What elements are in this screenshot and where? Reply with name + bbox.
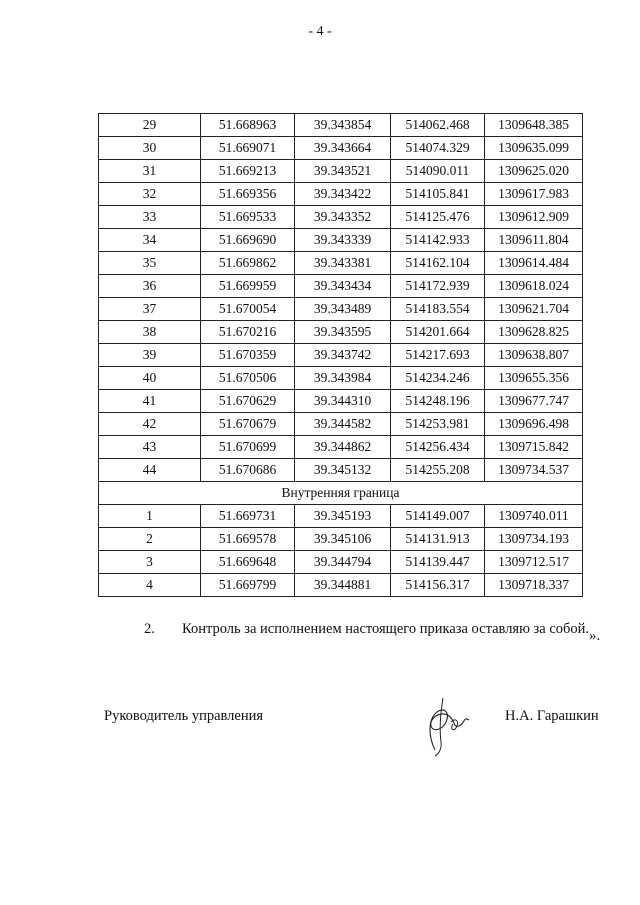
table-row: [99, 252, 583, 275]
coord-y-cell: 1309718.337: [485, 574, 583, 597]
coord-y-cell: 1309628.825: [485, 321, 583, 344]
latitude-cell: 51.670054: [201, 298, 295, 321]
latitude-cell: 51.669578: [201, 528, 295, 551]
table-row: [99, 459, 583, 482]
point-number-cell: 1: [99, 505, 201, 528]
coord-x-cell: 514253.981: [391, 413, 485, 436]
coord-y-cell: 1309614.484: [485, 252, 583, 275]
coord-y-cell: 1309612.909: [485, 206, 583, 229]
latitude-cell: 51.670359: [201, 344, 295, 367]
coord-x-cell: 514105.841: [391, 183, 485, 206]
section-row: [99, 482, 583, 505]
point-number-cell: 2: [99, 528, 201, 551]
coordinates-table: [98, 113, 583, 597]
table-row: [99, 275, 583, 298]
coord-y-cell: 1309648.385: [485, 114, 583, 137]
table-row: [99, 298, 583, 321]
longitude-cell: 39.343339: [295, 229, 391, 252]
clause-text: Контроль за исполнением настоящего приказа оставляю за собой.: [182, 621, 590, 637]
coord-x-cell: 514217.693: [391, 344, 485, 367]
latitude-cell: 51.669213: [201, 160, 295, 183]
latitude-cell: 51.669356: [201, 183, 295, 206]
latitude-cell: 51.669071: [201, 137, 295, 160]
coord-y-cell: 1309625.020: [485, 160, 583, 183]
longitude-cell: 39.343381: [295, 252, 391, 275]
table-row: [99, 367, 583, 390]
table-row: [99, 344, 583, 367]
latitude-cell: 51.669959: [201, 275, 295, 298]
point-number-cell: 31: [99, 160, 201, 183]
latitude-cell: 51.668963: [201, 114, 295, 137]
latitude-cell: 51.669533: [201, 206, 295, 229]
inner-boundary-rows: [99, 505, 583, 597]
table-row: [99, 551, 583, 574]
longitude-cell: 39.345193: [295, 505, 391, 528]
longitude-cell: 39.343489: [295, 298, 391, 321]
point-number-cell: 30: [99, 137, 201, 160]
table-row: [99, 390, 583, 413]
clause-number: 2.: [144, 621, 155, 637]
point-number-cell: 44: [99, 459, 201, 482]
coord-y-cell: 1309712.517: [485, 551, 583, 574]
coord-y-cell: 1309638.807: [485, 344, 583, 367]
point-number-cell: 41: [99, 390, 201, 413]
signature-image: [415, 690, 475, 760]
signer-name: Н.А. Гарашкин: [505, 708, 599, 724]
longitude-cell: 39.344794: [295, 551, 391, 574]
coord-y-cell: 1309715.842: [485, 436, 583, 459]
latitude-cell: 51.670686: [201, 459, 295, 482]
latitude-cell: 51.670679: [201, 413, 295, 436]
closing-quote: ».: [589, 628, 601, 644]
coord-x-cell: 514090.011: [391, 160, 485, 183]
coord-y-cell: 1309655.356: [485, 367, 583, 390]
point-number-cell: 4: [99, 574, 201, 597]
latitude-cell: 51.669690: [201, 229, 295, 252]
clause-2: [144, 621, 589, 638]
coord-x-cell: 514149.007: [391, 505, 485, 528]
coord-x-cell: 514255.208: [391, 459, 485, 482]
point-number-cell: 34: [99, 229, 201, 252]
coord-x-cell: 514156.317: [391, 574, 485, 597]
latitude-cell: 51.669799: [201, 574, 295, 597]
longitude-cell: 39.343434: [295, 275, 391, 298]
point-number-cell: 42: [99, 413, 201, 436]
latitude-cell: 51.670629: [201, 390, 295, 413]
coord-x-cell: 514074.329: [391, 137, 485, 160]
point-number-cell: 33: [99, 206, 201, 229]
coord-x-cell: 514142.933: [391, 229, 485, 252]
inner-section-title: Внутренняя граница: [99, 482, 583, 505]
latitude-cell: 51.669648: [201, 551, 295, 574]
coord-x-cell: 514248.196: [391, 390, 485, 413]
coord-x-cell: 514062.468: [391, 114, 485, 137]
point-number-cell: 43: [99, 436, 201, 459]
longitude-cell: 39.344862: [295, 436, 391, 459]
longitude-cell: 39.345106: [295, 528, 391, 551]
table-row: [99, 183, 583, 206]
coord-x-cell: 514256.434: [391, 436, 485, 459]
point-number-cell: 35: [99, 252, 201, 275]
outer-boundary-rows: [99, 114, 583, 482]
longitude-cell: 39.343854: [295, 114, 391, 137]
coord-x-cell: 514201.664: [391, 321, 485, 344]
longitude-cell: 39.343422: [295, 183, 391, 206]
longitude-cell: 39.344310: [295, 390, 391, 413]
point-number-cell: 36: [99, 275, 201, 298]
point-number-cell: 3: [99, 551, 201, 574]
coord-y-cell: 1309618.024: [485, 275, 583, 298]
coord-x-cell: 514139.447: [391, 551, 485, 574]
point-number-cell: 38: [99, 321, 201, 344]
point-number-cell: 39: [99, 344, 201, 367]
latitude-cell: 51.670216: [201, 321, 295, 344]
longitude-cell: 39.343742: [295, 344, 391, 367]
coord-x-cell: 514125.476: [391, 206, 485, 229]
coord-x-cell: 514162.104: [391, 252, 485, 275]
inner-section-header: [99, 482, 583, 505]
table-row: [99, 505, 583, 528]
longitude-cell: 39.343664: [295, 137, 391, 160]
point-number-cell: 37: [99, 298, 201, 321]
coord-x-cell: 514234.246: [391, 367, 485, 390]
coord-x-cell: 514131.913: [391, 528, 485, 551]
coord-y-cell: 1309635.099: [485, 137, 583, 160]
table-row: [99, 413, 583, 436]
page-number: - 4 -: [308, 24, 332, 39]
coord-y-cell: 1309740.011: [485, 505, 583, 528]
coord-x-cell: 514172.939: [391, 275, 485, 298]
latitude-cell: 51.670699: [201, 436, 295, 459]
table-row: [99, 137, 583, 160]
table-row: [99, 206, 583, 229]
table-row: [99, 160, 583, 183]
coord-y-cell: 1309696.498: [485, 413, 583, 436]
table-row: [99, 114, 583, 137]
coord-y-cell: 1309677.747: [485, 390, 583, 413]
longitude-cell: 39.345132: [295, 459, 391, 482]
coord-y-cell: 1309734.537: [485, 459, 583, 482]
table-row: [99, 229, 583, 252]
point-number-cell: 32: [99, 183, 201, 206]
longitude-cell: 39.344582: [295, 413, 391, 436]
table-row: [99, 574, 583, 597]
point-number-cell: 40: [99, 367, 201, 390]
coord-y-cell: 1309621.704: [485, 298, 583, 321]
coord-y-cell: 1309734.193: [485, 528, 583, 551]
longitude-cell: 39.344881: [295, 574, 391, 597]
latitude-cell: 51.670506: [201, 367, 295, 390]
longitude-cell: 39.343521: [295, 160, 391, 183]
table-row: [99, 528, 583, 551]
signer-title: Руководитель управления: [104, 708, 264, 724]
latitude-cell: 51.669731: [201, 505, 295, 528]
longitude-cell: 39.343595: [295, 321, 391, 344]
longitude-cell: 39.343984: [295, 367, 391, 390]
coord-y-cell: 1309611.804: [485, 229, 583, 252]
coord-y-cell: 1309617.983: [485, 183, 583, 206]
latitude-cell: 51.669862: [201, 252, 295, 275]
longitude-cell: 39.343352: [295, 206, 391, 229]
table-row: [99, 321, 583, 344]
table-row: [99, 436, 583, 459]
coord-x-cell: 514183.554: [391, 298, 485, 321]
point-number-cell: 29: [99, 114, 201, 137]
